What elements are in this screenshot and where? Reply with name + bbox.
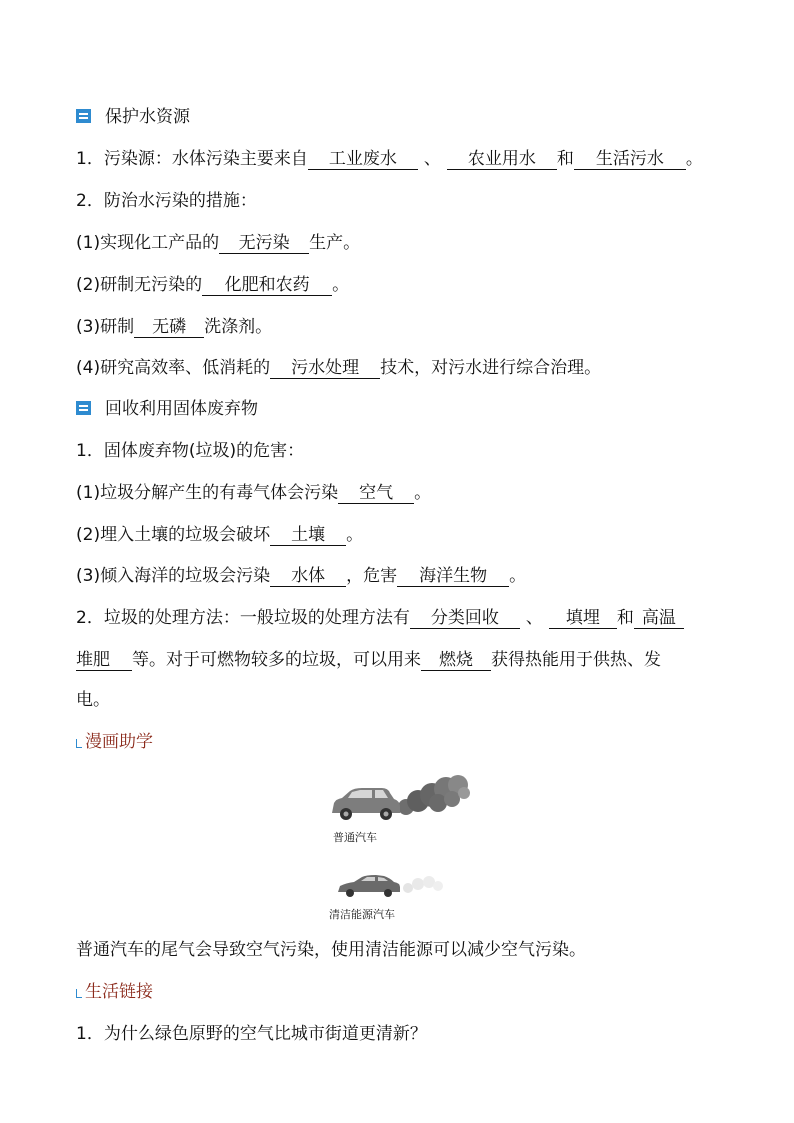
hook-icon (76, 989, 82, 998)
ordinary-car-illustration (326, 773, 471, 825)
paragraph-methods-line1 (76, 608, 726, 629)
answer-blank: 农业用水 (447, 150, 557, 170)
text: (1)垃圾分解产生的有毒气体会污染 (76, 483, 339, 503)
answer-blank: 海洋生物 (397, 567, 509, 587)
answer-blank: 污水处理 (270, 359, 380, 379)
answer-blank: 化肥和农药 (202, 276, 332, 296)
text: 。 (509, 566, 527, 586)
text: 、 (525, 608, 543, 628)
text: 洗涤剂。 (204, 317, 273, 337)
measure-4 (76, 358, 726, 379)
harm-3 (76, 566, 726, 587)
answer-blank: 生活污水 (574, 150, 686, 170)
text: (1)实现化工产品的 (76, 233, 220, 253)
car-icon (332, 788, 400, 820)
life-question-1: 1．为什么绿色原野的空气比城市街道更清新？ (76, 1024, 427, 1044)
text: 生产。 (309, 233, 361, 253)
text: 1．污染源：水体污染主要来自 (76, 149, 308, 169)
section-heading-waste (76, 399, 726, 419)
answer-blank: 填埋 (549, 609, 617, 629)
answer-blank: 堆肥 (76, 651, 132, 671)
paragraph-methods-line2 (76, 650, 726, 671)
car2-caption: 清洁能源汽车 (329, 908, 395, 921)
text: (3)研制 (76, 317, 135, 337)
text: 和 (556, 149, 574, 169)
text: 。 (685, 149, 703, 169)
list-icon (76, 401, 91, 415)
clean-car-illustration (334, 872, 446, 898)
heading-text: 漫画助学 (85, 732, 153, 752)
text: 和 (616, 608, 634, 628)
text: 。 (332, 275, 350, 295)
text: 、 (423, 149, 441, 169)
harm-2 (76, 525, 726, 546)
text: 获得热能用于供热、发 (491, 650, 661, 670)
text: (2)研制无污染的 (76, 275, 203, 295)
answer-blank: 工业废水 (308, 150, 418, 170)
answer-blank: 无磷 (134, 318, 204, 338)
answer-blank: 土壤 (270, 526, 346, 546)
life-heading (76, 982, 726, 1002)
text: ，危害 (346, 566, 398, 586)
paragraph-methods-line3: 电。 (76, 690, 110, 710)
section-title: 回收利用固体废弃物 (105, 399, 258, 419)
text: (2)埋入土壤的垃圾会破坏 (76, 525, 271, 545)
comic-heading (76, 732, 726, 752)
hook-icon (76, 739, 82, 748)
measure-1 (76, 233, 726, 254)
heading-text: 生活链接 (85, 982, 153, 1002)
comic-summary: 普通汽车的尾气会导致空气污染，使用清洁能源可以减少空气污染。 (76, 940, 586, 960)
answer-blank: 高温 (634, 609, 684, 629)
smoke-cloud-icon (398, 775, 470, 815)
text: 2．垃圾的处理方法：一般垃圾的处理方法有 (76, 608, 410, 628)
section-title: 保护水资源 (105, 107, 190, 127)
answer-blank: 空气 (338, 484, 414, 504)
text: (3)倾入海洋的垃圾会污染 (76, 566, 271, 586)
paragraph-harm: 1．固体废弃物(垃圾)的危害： (76, 441, 305, 461)
answer-blank: 分类回收 (410, 609, 520, 629)
text: 。 (346, 525, 364, 545)
measure-2 (76, 275, 726, 296)
answer-blank: 燃烧 (421, 651, 491, 671)
car1-caption: 普通汽车 (333, 831, 377, 844)
text: 。 (414, 483, 432, 503)
section-heading-water (76, 107, 726, 127)
measure-3 (76, 317, 726, 338)
paragraph-measures: 2．防治水污染的措施： (76, 191, 257, 211)
answer-blank: 水体 (270, 567, 346, 587)
light-cloud-icon (403, 876, 443, 893)
text: 等。对于可燃物较多的垃圾，可以用来 (132, 650, 421, 670)
answer-blank: 无污染 (219, 234, 309, 254)
car-icon (338, 875, 400, 897)
harm-1 (76, 483, 726, 504)
text: 技术，对污水进行综合治理。 (380, 358, 602, 378)
text: (4)研究高效率、低消耗的 (76, 358, 271, 378)
paragraph-pollution-source (76, 149, 726, 170)
list-icon (76, 109, 91, 123)
